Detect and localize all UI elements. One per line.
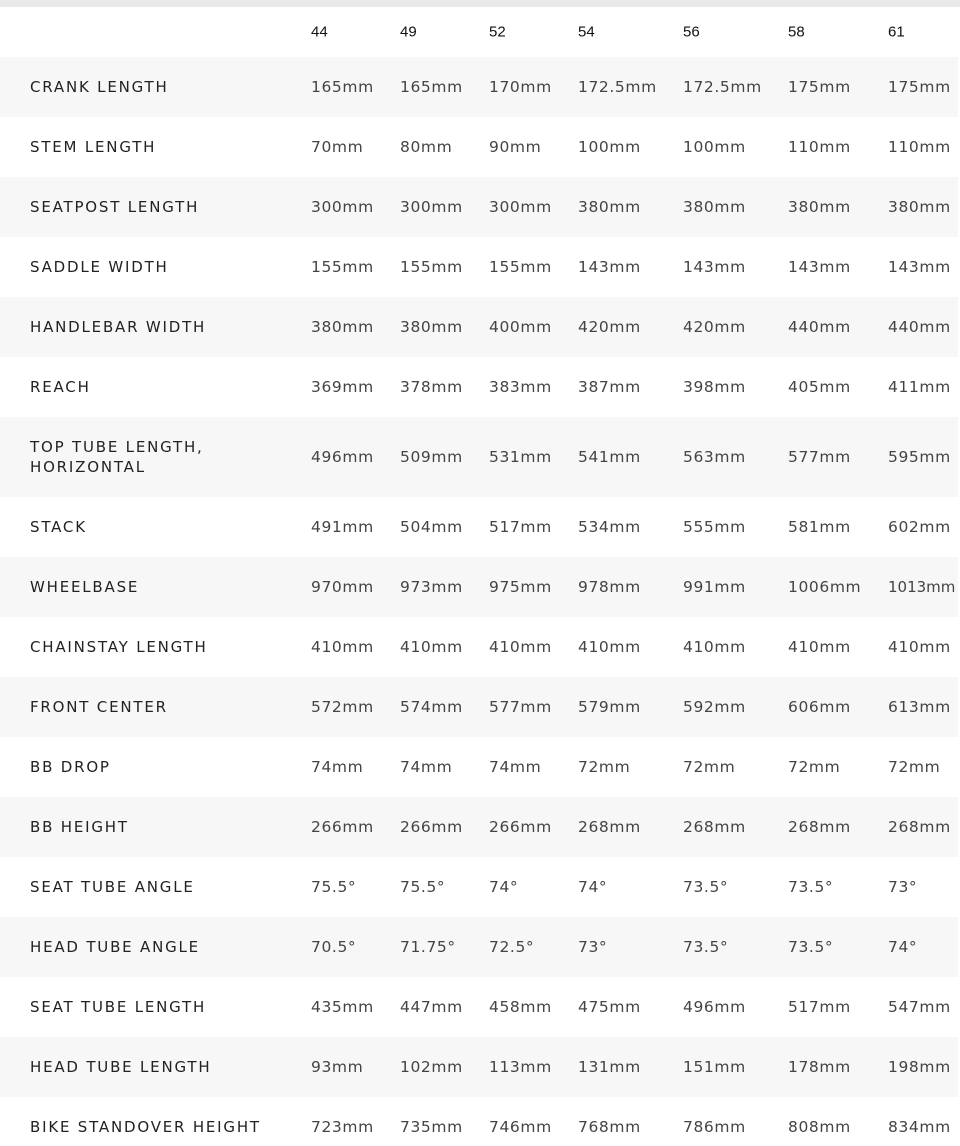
table-cell: 71.75° xyxy=(400,938,456,956)
table-cell: 410mm xyxy=(400,638,463,656)
table-row-chainstay-length xyxy=(0,617,958,677)
table-cell: 410mm xyxy=(683,638,746,656)
table-cell: 300mm xyxy=(489,198,552,216)
table-cell: 973mm xyxy=(400,578,463,596)
table-cell: 102mm xyxy=(400,1058,463,1076)
geometry-table xyxy=(0,7,958,1146)
table-cell: 579mm xyxy=(578,698,641,716)
table-cell: 300mm xyxy=(400,198,463,216)
table-cell: 541mm xyxy=(578,448,641,466)
table-row-head-tube-length xyxy=(0,1037,958,1097)
size-header-56: 56 xyxy=(683,23,700,41)
table-cell: 74mm xyxy=(311,758,364,776)
table-cell: 398mm xyxy=(683,378,746,396)
table-cell: 155mm xyxy=(489,258,552,276)
size-header-52: 52 xyxy=(489,23,506,41)
table-cell: 73.5° xyxy=(683,938,729,956)
table-cell: 155mm xyxy=(400,258,463,276)
table-cell: 517mm xyxy=(489,518,552,536)
row-label: SEAT TUBE ANGLE xyxy=(30,878,195,896)
table-cell: 110mm xyxy=(788,138,851,156)
table-cell: 411mm xyxy=(888,378,951,396)
table-cell: 75.5° xyxy=(400,878,446,896)
table-cell: 266mm xyxy=(400,818,463,836)
table-cell: 547mm xyxy=(888,998,951,1016)
table-cell: 72.5° xyxy=(489,938,535,956)
table-row-bb-drop xyxy=(0,737,958,797)
size-header-61: 61 xyxy=(888,23,905,41)
table-cell: 100mm xyxy=(683,138,746,156)
table-row-front-center xyxy=(0,677,958,737)
table-cell: 170mm xyxy=(489,78,552,96)
row-label: SADDLE WIDTH xyxy=(30,258,169,276)
row-label: CHAINSTAY LENGTH xyxy=(30,638,208,656)
table-cell: 509mm xyxy=(400,448,463,466)
table-cell: 808mm xyxy=(788,1118,851,1136)
table-row-head-tube-angle xyxy=(0,917,958,977)
table-cell: 72mm xyxy=(683,758,736,776)
table-cell: 491mm xyxy=(311,518,374,536)
table-cell: 592mm xyxy=(683,698,746,716)
table-cell: 93mm xyxy=(311,1058,364,1076)
table-cell: 834mm xyxy=(888,1118,951,1136)
row-label: TOP TUBE LENGTH, HORIZONTAL xyxy=(30,438,204,476)
table-cell: 420mm xyxy=(683,318,746,336)
table-cell: 447mm xyxy=(400,998,463,1016)
table-cell: 131mm xyxy=(578,1058,641,1076)
size-header-54: 54 xyxy=(578,23,595,41)
table-cell: 74mm xyxy=(489,758,542,776)
table-cell: 165mm xyxy=(400,78,463,96)
table-cell: 387mm xyxy=(578,378,641,396)
table-row-top-tube-length xyxy=(0,417,958,497)
table-cell: 73.5° xyxy=(788,878,834,896)
table-cell: 143mm xyxy=(888,258,951,276)
table-cell: 613mm xyxy=(888,698,951,716)
table-cell: 1013mm xyxy=(888,578,956,596)
table-cell: 380mm xyxy=(578,198,641,216)
table-row-reach xyxy=(0,357,958,417)
table-cell: 991mm xyxy=(683,578,746,596)
row-label: REACH xyxy=(30,378,91,396)
table-cell: 143mm xyxy=(578,258,641,276)
table-cell: 410mm xyxy=(578,638,641,656)
table-cell: 73.5° xyxy=(788,938,834,956)
table-cell: 410mm xyxy=(489,638,552,656)
table-cell: 975mm xyxy=(489,578,552,596)
row-label: FRONT CENTER xyxy=(30,698,168,716)
row-label: BB DROP xyxy=(30,758,111,776)
row-label: WHEELBASE xyxy=(30,578,140,596)
table-cell: 496mm xyxy=(683,998,746,1016)
table-cell: 72mm xyxy=(888,758,941,776)
table-row-stack xyxy=(0,497,958,557)
table-cell: 435mm xyxy=(311,998,374,1016)
table-cell: 978mm xyxy=(578,578,641,596)
table-row-bike-standover-height xyxy=(0,1097,958,1146)
table-cell: 155mm xyxy=(311,258,374,276)
table-cell: 369mm xyxy=(311,378,374,396)
table-cell: 531mm xyxy=(489,448,552,466)
table-cell: 380mm xyxy=(683,198,746,216)
table-row-saddle-width xyxy=(0,237,958,297)
table-cell: 534mm xyxy=(578,518,641,536)
table-cell: 268mm xyxy=(888,818,951,836)
table-cell: 410mm xyxy=(311,638,374,656)
table-cell: 268mm xyxy=(578,818,641,836)
table-cell: 110mm xyxy=(888,138,951,156)
table-cell: 113mm xyxy=(489,1058,552,1076)
table-cell: 74° xyxy=(578,878,608,896)
table-cell: 172.5mm xyxy=(683,78,762,96)
row-label: STEM LENGTH xyxy=(30,138,157,156)
table-cell: 378mm xyxy=(400,378,463,396)
table-cell: 405mm xyxy=(788,378,851,396)
table-cell: 572mm xyxy=(311,698,374,716)
table-cell: 602mm xyxy=(888,518,951,536)
table-row-crank-length xyxy=(0,57,958,117)
table-cell: 420mm xyxy=(578,318,641,336)
table-cell: 517mm xyxy=(788,998,851,1016)
row-label: HEAD TUBE LENGTH xyxy=(30,1058,212,1076)
table-cell: 143mm xyxy=(788,258,851,276)
table-cell: 90mm xyxy=(489,138,542,156)
table-cell: 400mm xyxy=(489,318,552,336)
table-cell: 606mm xyxy=(788,698,851,716)
table-cell: 475mm xyxy=(578,998,641,1016)
table-row-seatpost-length xyxy=(0,177,958,237)
table-cell: 496mm xyxy=(311,448,374,466)
table-cell: 746mm xyxy=(489,1118,552,1136)
table-cell: 581mm xyxy=(788,518,851,536)
table-cell: 80mm xyxy=(400,138,453,156)
table-cell: 73.5° xyxy=(683,878,729,896)
table-cell: 380mm xyxy=(400,318,463,336)
row-label: SEAT TUBE LENGTH xyxy=(30,998,207,1016)
table-cell: 735mm xyxy=(400,1118,463,1136)
table-cell: 268mm xyxy=(683,818,746,836)
table-row-wheelbase xyxy=(0,557,958,617)
table-cell: 504mm xyxy=(400,518,463,536)
table-cell: 786mm xyxy=(683,1118,746,1136)
table-cell: 577mm xyxy=(489,698,552,716)
table-cell: 410mm xyxy=(788,638,851,656)
table-cell: 595mm xyxy=(888,448,951,466)
row-label: BB HEIGHT xyxy=(30,818,129,836)
table-cell: 563mm xyxy=(683,448,746,466)
table-cell: 458mm xyxy=(489,998,552,1016)
table-cell: 723mm xyxy=(311,1118,374,1136)
table-cell: 70.5° xyxy=(311,938,357,956)
table-cell: 574mm xyxy=(400,698,463,716)
table-row-seat-tube-length xyxy=(0,977,958,1037)
table-cell: 165mm xyxy=(311,78,374,96)
table-cell: 383mm xyxy=(489,378,552,396)
table-cell: 178mm xyxy=(788,1058,851,1076)
table-cell: 151mm xyxy=(683,1058,746,1076)
table-cell: 970mm xyxy=(311,578,374,596)
table-row-seat-tube-angle xyxy=(0,857,958,917)
table-cell: 70mm xyxy=(311,138,364,156)
table-cell: 268mm xyxy=(788,818,851,836)
table-row-handlebar-width xyxy=(0,297,958,357)
table-cell: 72mm xyxy=(788,758,841,776)
table-cell: 74° xyxy=(888,938,918,956)
table-row-bb-height xyxy=(0,797,958,857)
table-cell: 380mm xyxy=(311,318,374,336)
size-header-58: 58 xyxy=(788,23,805,41)
row-label: HEAD TUBE ANGLE xyxy=(30,938,200,956)
table-cell: 440mm xyxy=(788,318,851,336)
row-label: SEATPOST LENGTH xyxy=(30,198,200,216)
table-cell: 73° xyxy=(578,938,608,956)
table-cell: 266mm xyxy=(311,818,374,836)
table-cell: 300mm xyxy=(311,198,374,216)
table-cell: 768mm xyxy=(578,1118,641,1136)
table-cell: 143mm xyxy=(683,258,746,276)
row-label: STACK xyxy=(30,518,87,536)
table-cell: 266mm xyxy=(489,818,552,836)
table-cell: 577mm xyxy=(788,448,851,466)
table-cell: 74mm xyxy=(400,758,453,776)
size-header-49: 49 xyxy=(400,23,417,41)
table-cell: 410mm xyxy=(888,638,951,656)
table-cell: 75.5° xyxy=(311,878,357,896)
row-label: BIKE STANDOVER HEIGHT xyxy=(30,1118,261,1136)
row-label: HANDLEBAR WIDTH xyxy=(30,318,207,336)
table-cell: 72mm xyxy=(578,758,631,776)
table-cell: 380mm xyxy=(788,198,851,216)
table-cell: 175mm xyxy=(788,78,851,96)
table-cell: 74° xyxy=(489,878,519,896)
table-cell: 380mm xyxy=(888,198,951,216)
table-cell: 175mm xyxy=(888,78,951,96)
row-label: CRANK LENGTH xyxy=(30,78,169,96)
table-cell: 555mm xyxy=(683,518,746,536)
table-cell: 73° xyxy=(888,878,918,896)
table-cell: 172.5mm xyxy=(578,78,657,96)
top-divider-strip xyxy=(0,0,960,7)
table-cell: 198mm xyxy=(888,1058,951,1076)
table-cell: 100mm xyxy=(578,138,641,156)
table-row-stem-length xyxy=(0,117,958,177)
size-header-row xyxy=(0,7,958,57)
table-cell: 1006mm xyxy=(788,578,862,596)
table-cell: 440mm xyxy=(888,318,951,336)
size-header-44: 44 xyxy=(311,23,328,41)
